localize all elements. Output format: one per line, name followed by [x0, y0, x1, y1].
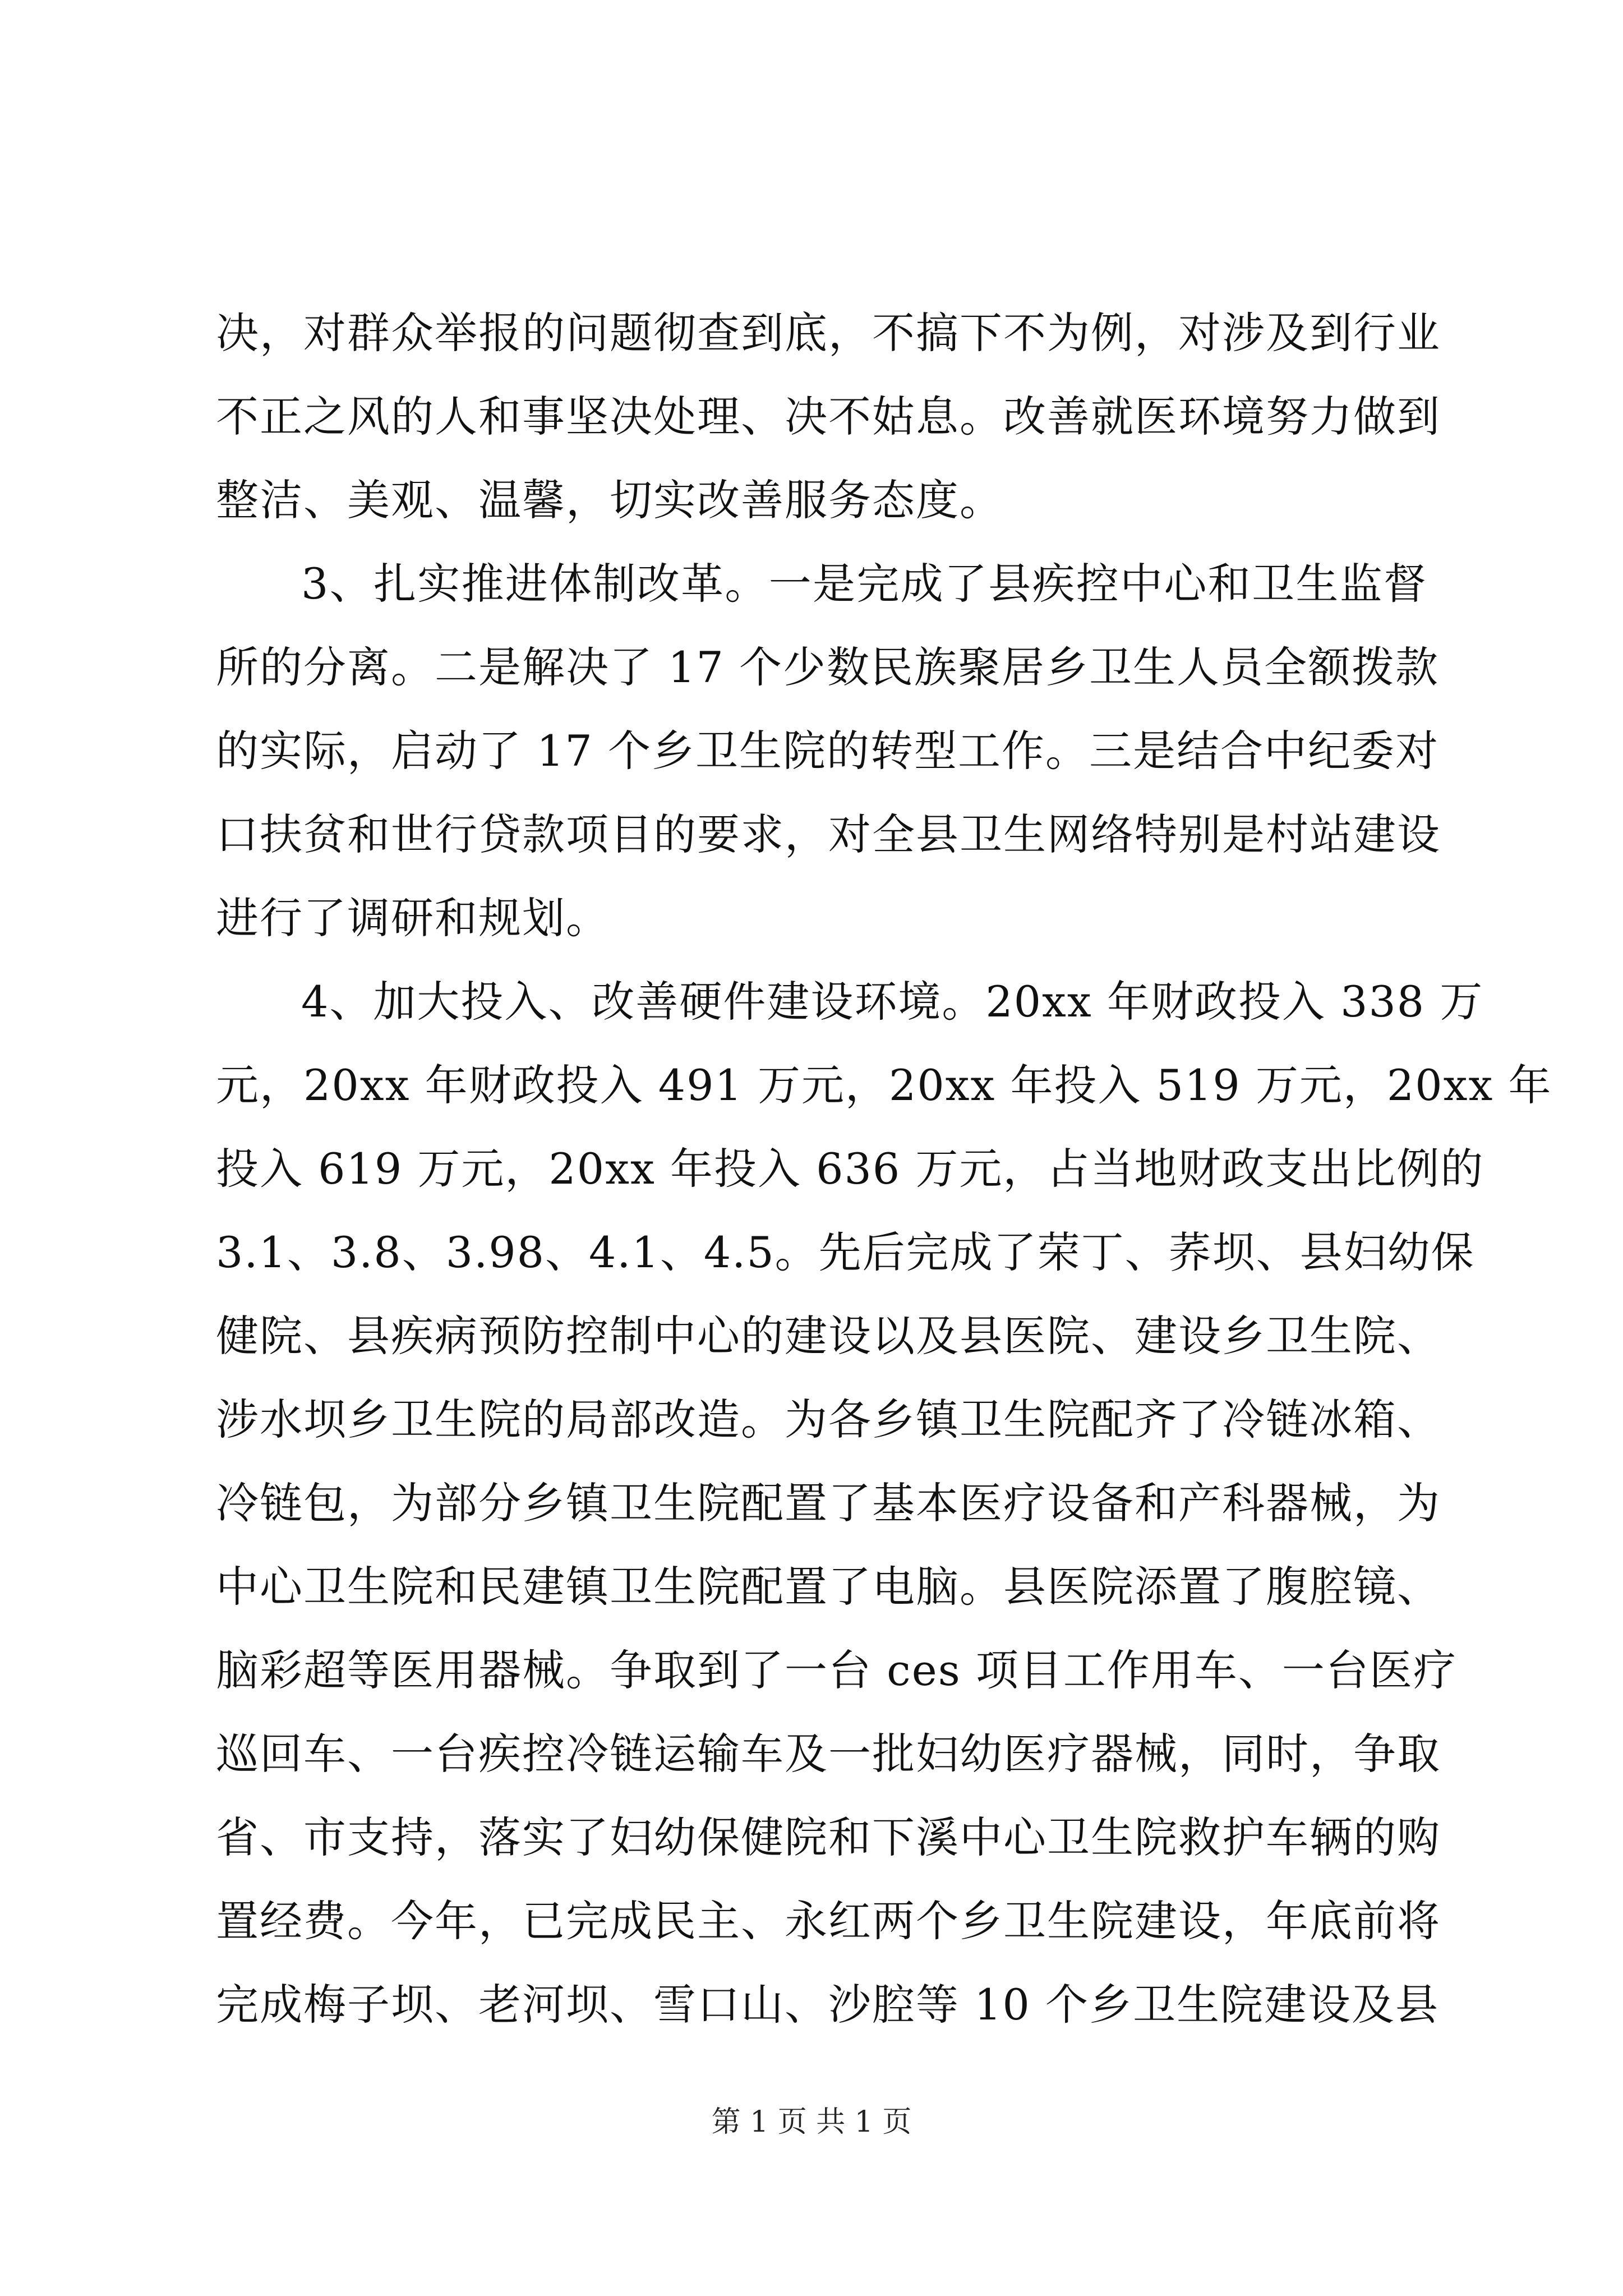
text-line-14: 涉水坝乡卫生院的局部改造。为各乡镇卫生院配齐了冷链冰箱、	[216, 1395, 1441, 1444]
text-line-10: 元，20xx 年财政投入 491 万元，20xx 年投入 519 万元，20xx 年	[216, 1060, 1552, 1110]
text-line-6: 的实际，启动了 17 个乡卫生院的转型工作。三是结合中纪委对	[216, 726, 1440, 776]
text-line-17: 脑彩超等医用器械。争取到了一台 ces 项目工作用车、一台医疗	[216, 1645, 1457, 1695]
text-line-21: 完成梅子坝、老河坝、雪口山、沙腔等 10 个乡卫生院建设及县	[216, 1980, 1440, 2030]
text-line-15: 冷链包，为部分乡镇卫生院配置了基本医疗设备和产科器械，为	[216, 1478, 1441, 1528]
text-line-8: 进行了调研和规划。	[216, 893, 610, 943]
text-line-1: 决，对群众举报的问题彻查到底，不搞下不为例，对涉及到行业	[216, 308, 1441, 358]
text-line-5: 所的分离。二是解决了 17 个少数民族聚居乡卫生人员全额拨款	[216, 642, 1440, 692]
text-line-19: 省、市支持，落实了妇幼保健院和下溪中心卫生院救护车辆的购	[216, 1812, 1441, 1862]
text-line-13: 健院、县疾病预防控制中心的建设以及县医院、建设乡卫生院、	[216, 1311, 1441, 1361]
paragraph-3-first-line: 3、扎实推进体制改革。一是完成了县疾控中心和卫生监督	[301, 559, 1427, 609]
text-line-20: 置经费。今年，已完成民主、永红两个乡卫生院建设，年底前将	[216, 1896, 1441, 1946]
text-line-3: 整洁、美观、温馨，切实改善服务态度。	[216, 475, 1003, 525]
text-line-11: 投入 619 万元，20xx 年投入 636 万元，占当地财政支出比例的	[216, 1144, 1484, 1194]
text-line-7: 口扶贫和世行贷款项目的要求，对全县卫生网络特别是村站建设	[216, 809, 1441, 859]
text-line-16: 中心卫生院和民建镇卫生院配置了电脑。县医院添置了腹腔镜、	[216, 1562, 1441, 1612]
text-line-12: 3.1、3.8、3.98、4.1、4.5。先后完成了荣丁、荞坝、县妇幼保	[216, 1227, 1475, 1277]
text-line-18: 巡回车、一台疾控冷链运输车及一批妇幼医疗器械，同时，争取	[216, 1729, 1441, 1779]
page-number-footer: 第 1 页 共 1 页	[711, 2105, 912, 2139]
text-line-2: 不正之风的人和事坚决处理、决不姑息。改善就医环境努力做到	[216, 392, 1441, 441]
paragraph-4-first-line: 4、加大投入、改善硬件建设环境。20xx 年财政投入 338 万	[301, 977, 1484, 1027]
